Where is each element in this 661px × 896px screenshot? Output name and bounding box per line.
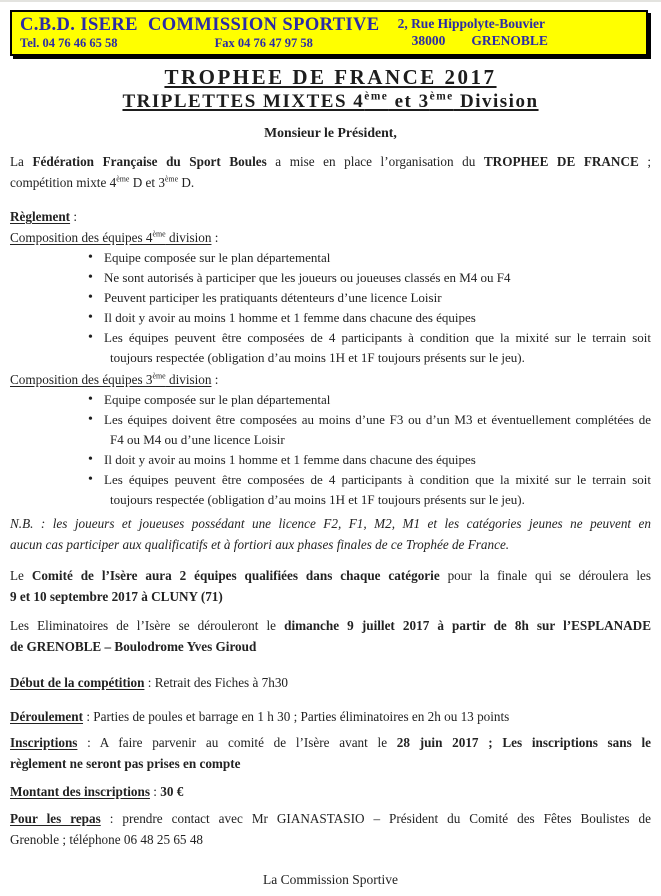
text-segment: toujours respectée (obligation d’au moins 1H et 1F toujours présents sur le jeu). xyxy=(110,492,525,507)
superscript-text: ème xyxy=(364,90,389,103)
rule-list-item xyxy=(80,328,651,368)
intro-paragraph xyxy=(10,152,651,193)
commission-title: COMMISSION SPORTIVE xyxy=(148,15,380,35)
text-segment: : A faire parvenir au comité de l’Isère avant le xyxy=(77,735,397,750)
text-line xyxy=(10,754,651,775)
salutation: Monsieur le Président, xyxy=(264,125,397,140)
comite-qualification-paragraph xyxy=(10,566,651,607)
superscript-text: ème xyxy=(152,229,166,239)
text-line xyxy=(104,288,651,308)
text-segment: Equipe composée sur le plan départemental xyxy=(104,392,331,407)
document-title: TROPHEE DE FRANCE 2017 xyxy=(164,65,497,89)
text-line xyxy=(10,830,651,851)
text-segment: ; xyxy=(638,154,651,169)
text-segment: Peuvent participer les pratiquants détenteurs d’une licence Loisir xyxy=(104,290,442,305)
text-line xyxy=(110,490,651,510)
text-line xyxy=(110,348,651,368)
text-line xyxy=(10,637,651,658)
text-segment: Ne sont autorisés à participer que les joueurs ou joueuses classés en M4 ou F4 xyxy=(104,270,511,285)
text-line xyxy=(10,566,651,587)
text-segment: division xyxy=(165,372,212,387)
text-segment: Comité de l’Isère aura 2 équipes qualifiées dans chaque catégorie xyxy=(31,568,440,583)
text-line xyxy=(10,809,651,830)
division4-rules-list xyxy=(80,248,651,368)
composition-div4-heading xyxy=(10,227,651,248)
text-line xyxy=(104,328,651,348)
text-segment: F4 ou M4 ou d’une licence Loisir xyxy=(110,432,285,447)
org-fax: Fax 04 76 47 97 58 xyxy=(214,36,313,50)
org-name: C.B.D. ISERE xyxy=(20,15,138,35)
text-line xyxy=(10,587,651,608)
text-line xyxy=(10,152,651,173)
text-segment: Début de la compétition xyxy=(10,675,145,690)
text-segment: 28 juin 2017 ; Les inscriptions sans le xyxy=(396,735,651,750)
underlined-segment xyxy=(153,230,166,245)
text-line xyxy=(10,514,651,535)
letterhead-left-column xyxy=(20,15,142,51)
eliminatoires-paragraph xyxy=(10,616,651,657)
text-segment: La xyxy=(10,154,33,169)
text-segment: Il doit y avoir au moins 1 homme et 1 femme dans chacune des équipes xyxy=(104,310,476,325)
text-segment: Les équipes peuvent être composées de 4 participants à condition que la mixité sur le terrain soit xyxy=(104,472,651,487)
text-segment: a mise en place l’organisation du xyxy=(266,154,484,169)
text-segment: Composition des équipes 4 xyxy=(10,230,153,245)
superscript-text: ème xyxy=(164,174,179,184)
text-segment: dimanche 9 juillet 2017 à partir de 8h sur l’ESPLANADE xyxy=(284,618,651,633)
signature: La Commission Sportive xyxy=(263,872,398,887)
text-segment: Division xyxy=(453,91,539,112)
letterhead-right-column xyxy=(398,15,548,49)
rule-list-item xyxy=(80,308,651,328)
letterhead xyxy=(10,10,648,56)
rule-list-item xyxy=(80,390,651,410)
text-line xyxy=(104,308,651,328)
text-segment: : prendre contact avec Mr GIANASTASIO – Président du Comité des Fêtes Boulistes de xyxy=(100,811,651,826)
text-segment: Il doit y avoir au moins 1 homme et 1 femme dans chacune des équipes xyxy=(104,452,476,467)
superscript-text: ème xyxy=(152,371,166,381)
text-segment: D. xyxy=(178,174,195,190)
rule-list-item xyxy=(80,470,651,510)
text-segment: Composition des équipes 3 xyxy=(10,372,153,387)
text-segment: Grenoble ; téléphone 06 48 25 65 48 xyxy=(10,831,204,847)
text-segment: pour la finale qui se déroulera les xyxy=(439,568,651,583)
text-segment: de GRENOBLE – Boulodrome Yves Giroud xyxy=(10,638,257,654)
text-segment: Les équipes peuvent être composées de 4 participants à condition que la mixité sur le terrain soit xyxy=(104,330,651,345)
text-line xyxy=(104,268,651,288)
text-line xyxy=(104,470,651,490)
text-segment: 30 € xyxy=(160,784,184,799)
superscript-text: ème xyxy=(116,174,130,184)
text-segment: compétition mixte 4 xyxy=(10,174,117,190)
superscript-text: ème xyxy=(429,90,454,103)
text-segment: aucun cas participer aux qualificatifs et à fortiori aux phases finales de ce Trophée de France. xyxy=(10,536,510,552)
text-line xyxy=(10,733,651,754)
nota-bene-note xyxy=(10,514,651,555)
text-segment: TROPHEE DE FRANCE xyxy=(483,154,639,169)
inscriptions-paragraph xyxy=(10,733,651,774)
reglement-heading xyxy=(10,206,651,227)
underlined-segment xyxy=(153,372,166,387)
text-segment: Inscriptions xyxy=(10,735,78,750)
text-segment: Les équipes doivent être composées au moins d’une F3 ou d’un M3 et éventuellement complétées de xyxy=(104,412,651,427)
rule-list-item xyxy=(80,248,651,268)
text-segment: TRIPLETTES MIXTES 4 xyxy=(122,91,365,112)
montant-inscriptions-line xyxy=(10,781,651,802)
text-segment: Fédération Française du Sport Boules xyxy=(32,154,267,169)
org-city: GRENOBLE xyxy=(471,33,548,48)
org-address: 2, Rue Hippolyte-Bouvier xyxy=(397,16,545,31)
text-line xyxy=(10,535,651,556)
text-segment: D et 3 xyxy=(129,174,165,190)
deroulement-line xyxy=(10,706,651,727)
text-segment: : xyxy=(211,230,219,245)
text-segment: N.B. : les joueurs et joueuses possédant une licence F2, F1, M2, M1 et les catégories jeunes ne peuvent en xyxy=(10,516,651,531)
text-segment: règlement ne seront pas prises en compte xyxy=(10,755,241,771)
text-segment: 9 et 10 septembre 2017 à CLUNY (71) xyxy=(10,588,223,604)
text-segment: Equipe composée sur le plan départemental xyxy=(104,250,331,265)
text-segment: et 3 xyxy=(388,91,430,112)
text-segment: : xyxy=(70,209,78,224)
text-segment: : Retrait des Fiches à 7h30 xyxy=(144,675,289,690)
division3-rules-list xyxy=(80,390,651,510)
document-subtitle xyxy=(10,90,651,113)
repas-contact-paragraph xyxy=(10,809,651,850)
text-segment: division xyxy=(165,230,212,245)
text-segment: Montant des inscriptions xyxy=(10,784,150,799)
org-tel: Tel. 04 76 46 65 58 xyxy=(20,36,118,50)
text-line xyxy=(110,430,651,450)
org-zip: 38000 xyxy=(411,33,446,48)
text-segment: Déroulement xyxy=(10,709,84,724)
text-segment: Règlement xyxy=(10,209,71,224)
text-line xyxy=(10,616,651,637)
rule-list-item xyxy=(80,410,651,450)
text-line xyxy=(104,410,651,430)
text-segment: Pour les repas xyxy=(10,811,101,826)
org-city-line xyxy=(398,32,548,49)
text-segment: toujours respectée (obligation d’au moins 1H et 1F toujours présents sur le jeu). xyxy=(110,350,525,365)
debut-competition-line xyxy=(10,672,651,693)
text-segment: : xyxy=(211,372,219,387)
rule-list-item xyxy=(80,450,651,470)
rule-list-item xyxy=(80,288,651,308)
text-line xyxy=(104,450,651,470)
text-line xyxy=(104,248,651,268)
text-segment: Les Eliminatoires de l’Isère se dérouleront le xyxy=(10,618,285,633)
text-segment: : xyxy=(149,784,161,799)
text-line xyxy=(104,390,651,410)
text-segment: : Parties de poules et barrage en 1 h 30 ; Parties éliminatoires en 2h ou 13 points xyxy=(83,709,510,724)
composition-div3-heading xyxy=(10,369,651,390)
letterhead-center-column xyxy=(148,15,380,51)
text-segment: Le xyxy=(10,568,32,583)
rule-list-item xyxy=(80,268,651,288)
text-line xyxy=(10,173,651,194)
